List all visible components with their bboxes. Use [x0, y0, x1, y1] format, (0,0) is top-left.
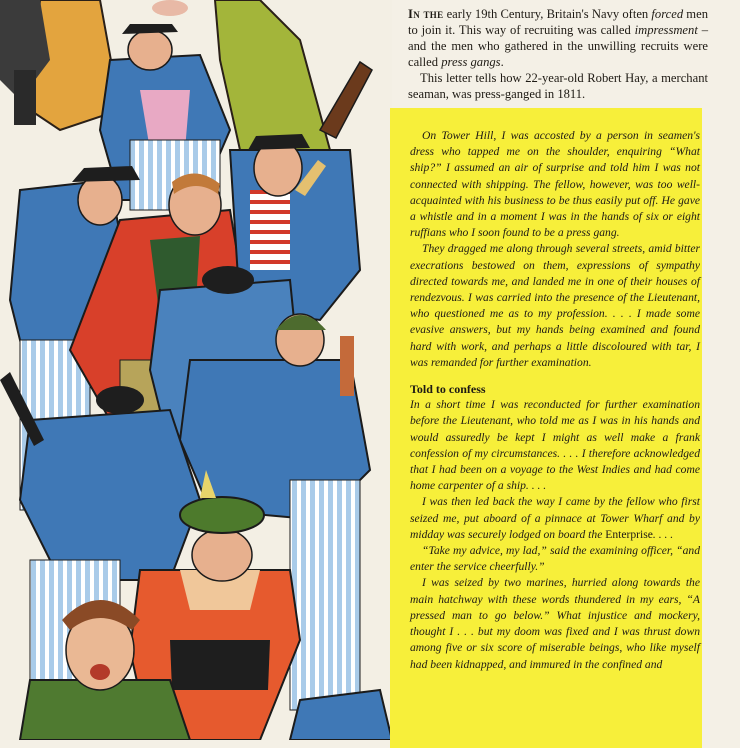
letter-text-run: . . . .: [652, 527, 674, 541]
intro-lead: In the: [408, 7, 444, 21]
letter-paragraph-5: “Take my advice, my lad,” said the examining officer, “and enter the service cheerfully.”: [410, 544, 700, 574]
letter-text-run: I was then led back the way I came by the fellow who first seized me, put aboard of a pinnace at Tower Wharf and by midday was securely lodged on board the: [410, 495, 700, 541]
cudgel: [320, 62, 372, 138]
intro-paragraph-1: [408, 6, 708, 70]
letter-paragraph-6: I was seized by two marines, hurried along towards the main hatchway with these words thundered in my ears, “A pressed man to go below.” What injustice and mockery, thought I . . . but my doom was fixed and I was thrust down among five or six score of miserable beings, who like myself had been kidnapped, and immured in the confined and: [410, 576, 700, 671]
intro-text-run: men to join it. This way of recruiting was called: [408, 7, 708, 37]
letter-paragraph-1: On Tower Hill, I was accosted by a person in seamen's dress who tapped me on the shoulder, enquiring “What ship?” I assumed an air of surprise and told him I was not connected with shipping. The fellow, however, was too well-acquainted with his business to be thus easily put off. He gave a whistle and in a moment I was in the hands of six or eight ruffians who I soon found to be a press gang.: [410, 129, 700, 240]
ship-name: Enterprise: [605, 527, 653, 541]
intro-paragraph-2: This letter tells how 22-year-old Robert Hay, a merchant seaman, was press-ganged in 1811.: [408, 71, 708, 101]
intro-text: [408, 6, 708, 102]
letter-paragraph-2: They dragged me along through several streets, amid bitter execrations bestowed on them, expressions of sympathy directed towards me, and landed me in one of their houses of rendezvous. I was carried into the presence of the Lieutenant, who questioned me as to my profession. . . . I made some evasive answers, but my hands being examined and found hard with work, and perhaps a little discoloured with tar, I was remanded for further examination.: [410, 242, 700, 369]
letter-paragraph-4: [410, 494, 700, 543]
intro-text-run: – and the men who gathered in the unwilling recruits were called: [408, 23, 708, 69]
intro-emphasis: impressment: [634, 23, 698, 37]
section-heading: Told to confess: [410, 382, 486, 397]
intro-emphasis: press gangs: [441, 55, 501, 69]
intro-text-run: .: [500, 55, 504, 69]
letter-paragraph-3: In a short time I was reconducted for further examination before the Lieutenant, who told me as I was in his hands and would assuredly be kept I might as well make a frank confession of my circumstances. . . . I therefore acknowledged that I had been on a voyage to the West Indies and had come home carpenter of a ship. . . .: [410, 398, 700, 493]
intro-emphasis: forced: [651, 7, 684, 21]
intro-text-run: early 19th Century, Britain's Navy often: [443, 7, 652, 21]
letter-text: [410, 128, 700, 673]
